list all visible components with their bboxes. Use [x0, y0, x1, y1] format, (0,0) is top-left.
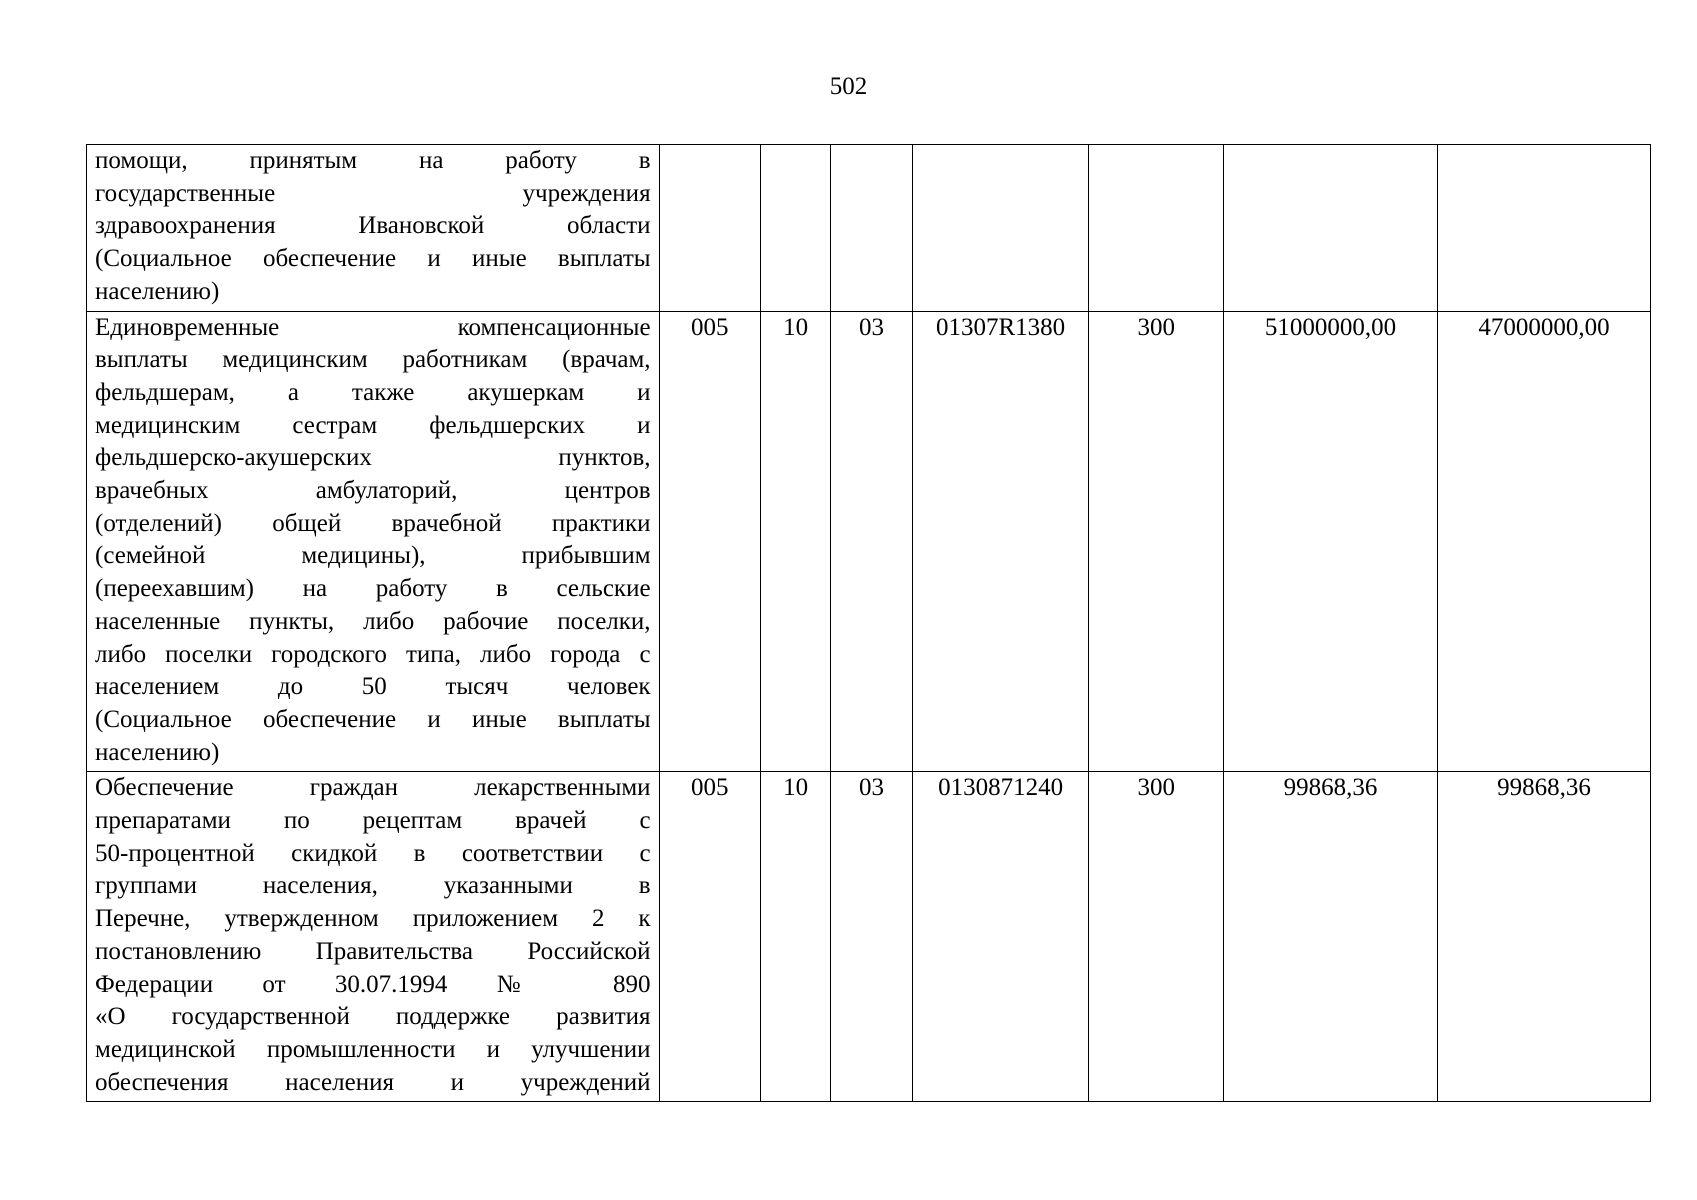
description-line: врачебных амбулаторий, центров — [95, 477, 651, 505]
description-line: препаратами по рецептам врачей с — [95, 807, 651, 835]
description-line: (отделений) общей врачебной практики — [95, 509, 651, 537]
target-article-cell: 01307R1380 — [912, 311, 1089, 772]
amount-2-cell: 99868,36 — [1438, 772, 1651, 1102]
description-line: постановлению Правительства Российской — [95, 937, 651, 965]
target-article-cell: 0130871240 — [912, 772, 1089, 1102]
subsection-code-cell: 03 — [831, 311, 912, 772]
description-line: выплаты медицинским работникам (врачам, — [95, 346, 651, 374]
amount-1-cell: 51000000,00 — [1224, 311, 1438, 772]
description-line: населением до 50 тысяч человек — [95, 673, 651, 701]
description-line: помощи, принятым на работу в — [95, 147, 651, 174]
amount-2-cell — [1438, 145, 1651, 312]
description-line: группами населения, указанными в — [95, 872, 651, 900]
ministry-code-cell: 005 — [659, 311, 760, 772]
ministry-code-cell — [659, 145, 760, 312]
amount-1-cell: 99868,36 — [1224, 772, 1438, 1102]
target-article-cell — [912, 145, 1089, 312]
description-line: Федерации от 30.07.1994 № 890 — [95, 970, 651, 998]
table-row — [87, 311, 1651, 772]
expense-type-cell — [1089, 145, 1224, 312]
description-line: (Социальное обеспечение и иные выплаты — [95, 705, 651, 733]
description-line-final: населению) — [95, 738, 220, 766]
description-line: медицинской промышленности и улучшении — [95, 1035, 651, 1063]
table-row — [87, 145, 1651, 312]
description-line: Перечне, утвержденном приложением 2 к — [95, 905, 651, 933]
subsection-code-cell — [831, 145, 912, 312]
description-line-final: населению) — [95, 277, 220, 305]
description-line: (переехавшим) на работу в сельские — [95, 575, 651, 603]
row-description-cell — [87, 145, 660, 312]
section-code-cell: 10 — [761, 311, 831, 772]
row-description-cell — [87, 772, 660, 1102]
section-code-cell: 10 — [761, 772, 831, 1102]
amount-2-cell: 47000000,00 — [1438, 311, 1651, 772]
description-line: фельдшерско-акушерских пунктов, — [95, 444, 651, 472]
description-line: (Социальное обеспечение и иные выплаты — [95, 245, 651, 273]
expense-type-cell: 300 — [1089, 772, 1224, 1102]
description-line: Единовременные компенсационные — [95, 313, 651, 341]
description-line: либо поселки городского типа, либо города с — [95, 640, 651, 668]
description-line: здравоохранения Ивановской области — [95, 212, 651, 240]
description-line: медицинским сестрам фельдшерских и — [95, 411, 651, 439]
amount-1-cell — [1224, 145, 1438, 312]
description-line: (семейной медицины), прибывшим — [95, 542, 651, 570]
expense-type-cell: 300 — [1089, 311, 1224, 772]
description-line: обеспечения населения и учреждений — [95, 1068, 651, 1096]
budget-table — [86, 144, 1651, 1102]
description-line: населенные пункты, либо рабочие поселки, — [95, 607, 651, 635]
subsection-code-cell: 03 — [831, 772, 912, 1102]
description-line: Обеспечение граждан лекарственными — [95, 774, 651, 802]
section-code-cell — [761, 145, 831, 312]
table-row — [87, 772, 1651, 1102]
row-description-cell — [87, 311, 660, 772]
description-line: 50-процентной скидкой в соответствии с — [95, 839, 651, 867]
description-line: государственные учреждения — [95, 179, 651, 207]
description-line: «О государственной поддержке развития — [95, 1003, 651, 1031]
description-line: фельдшерам, а также акушеркам и — [95, 378, 651, 406]
ministry-code-cell: 005 — [659, 772, 760, 1102]
page-number: 502 — [829, 73, 868, 100]
